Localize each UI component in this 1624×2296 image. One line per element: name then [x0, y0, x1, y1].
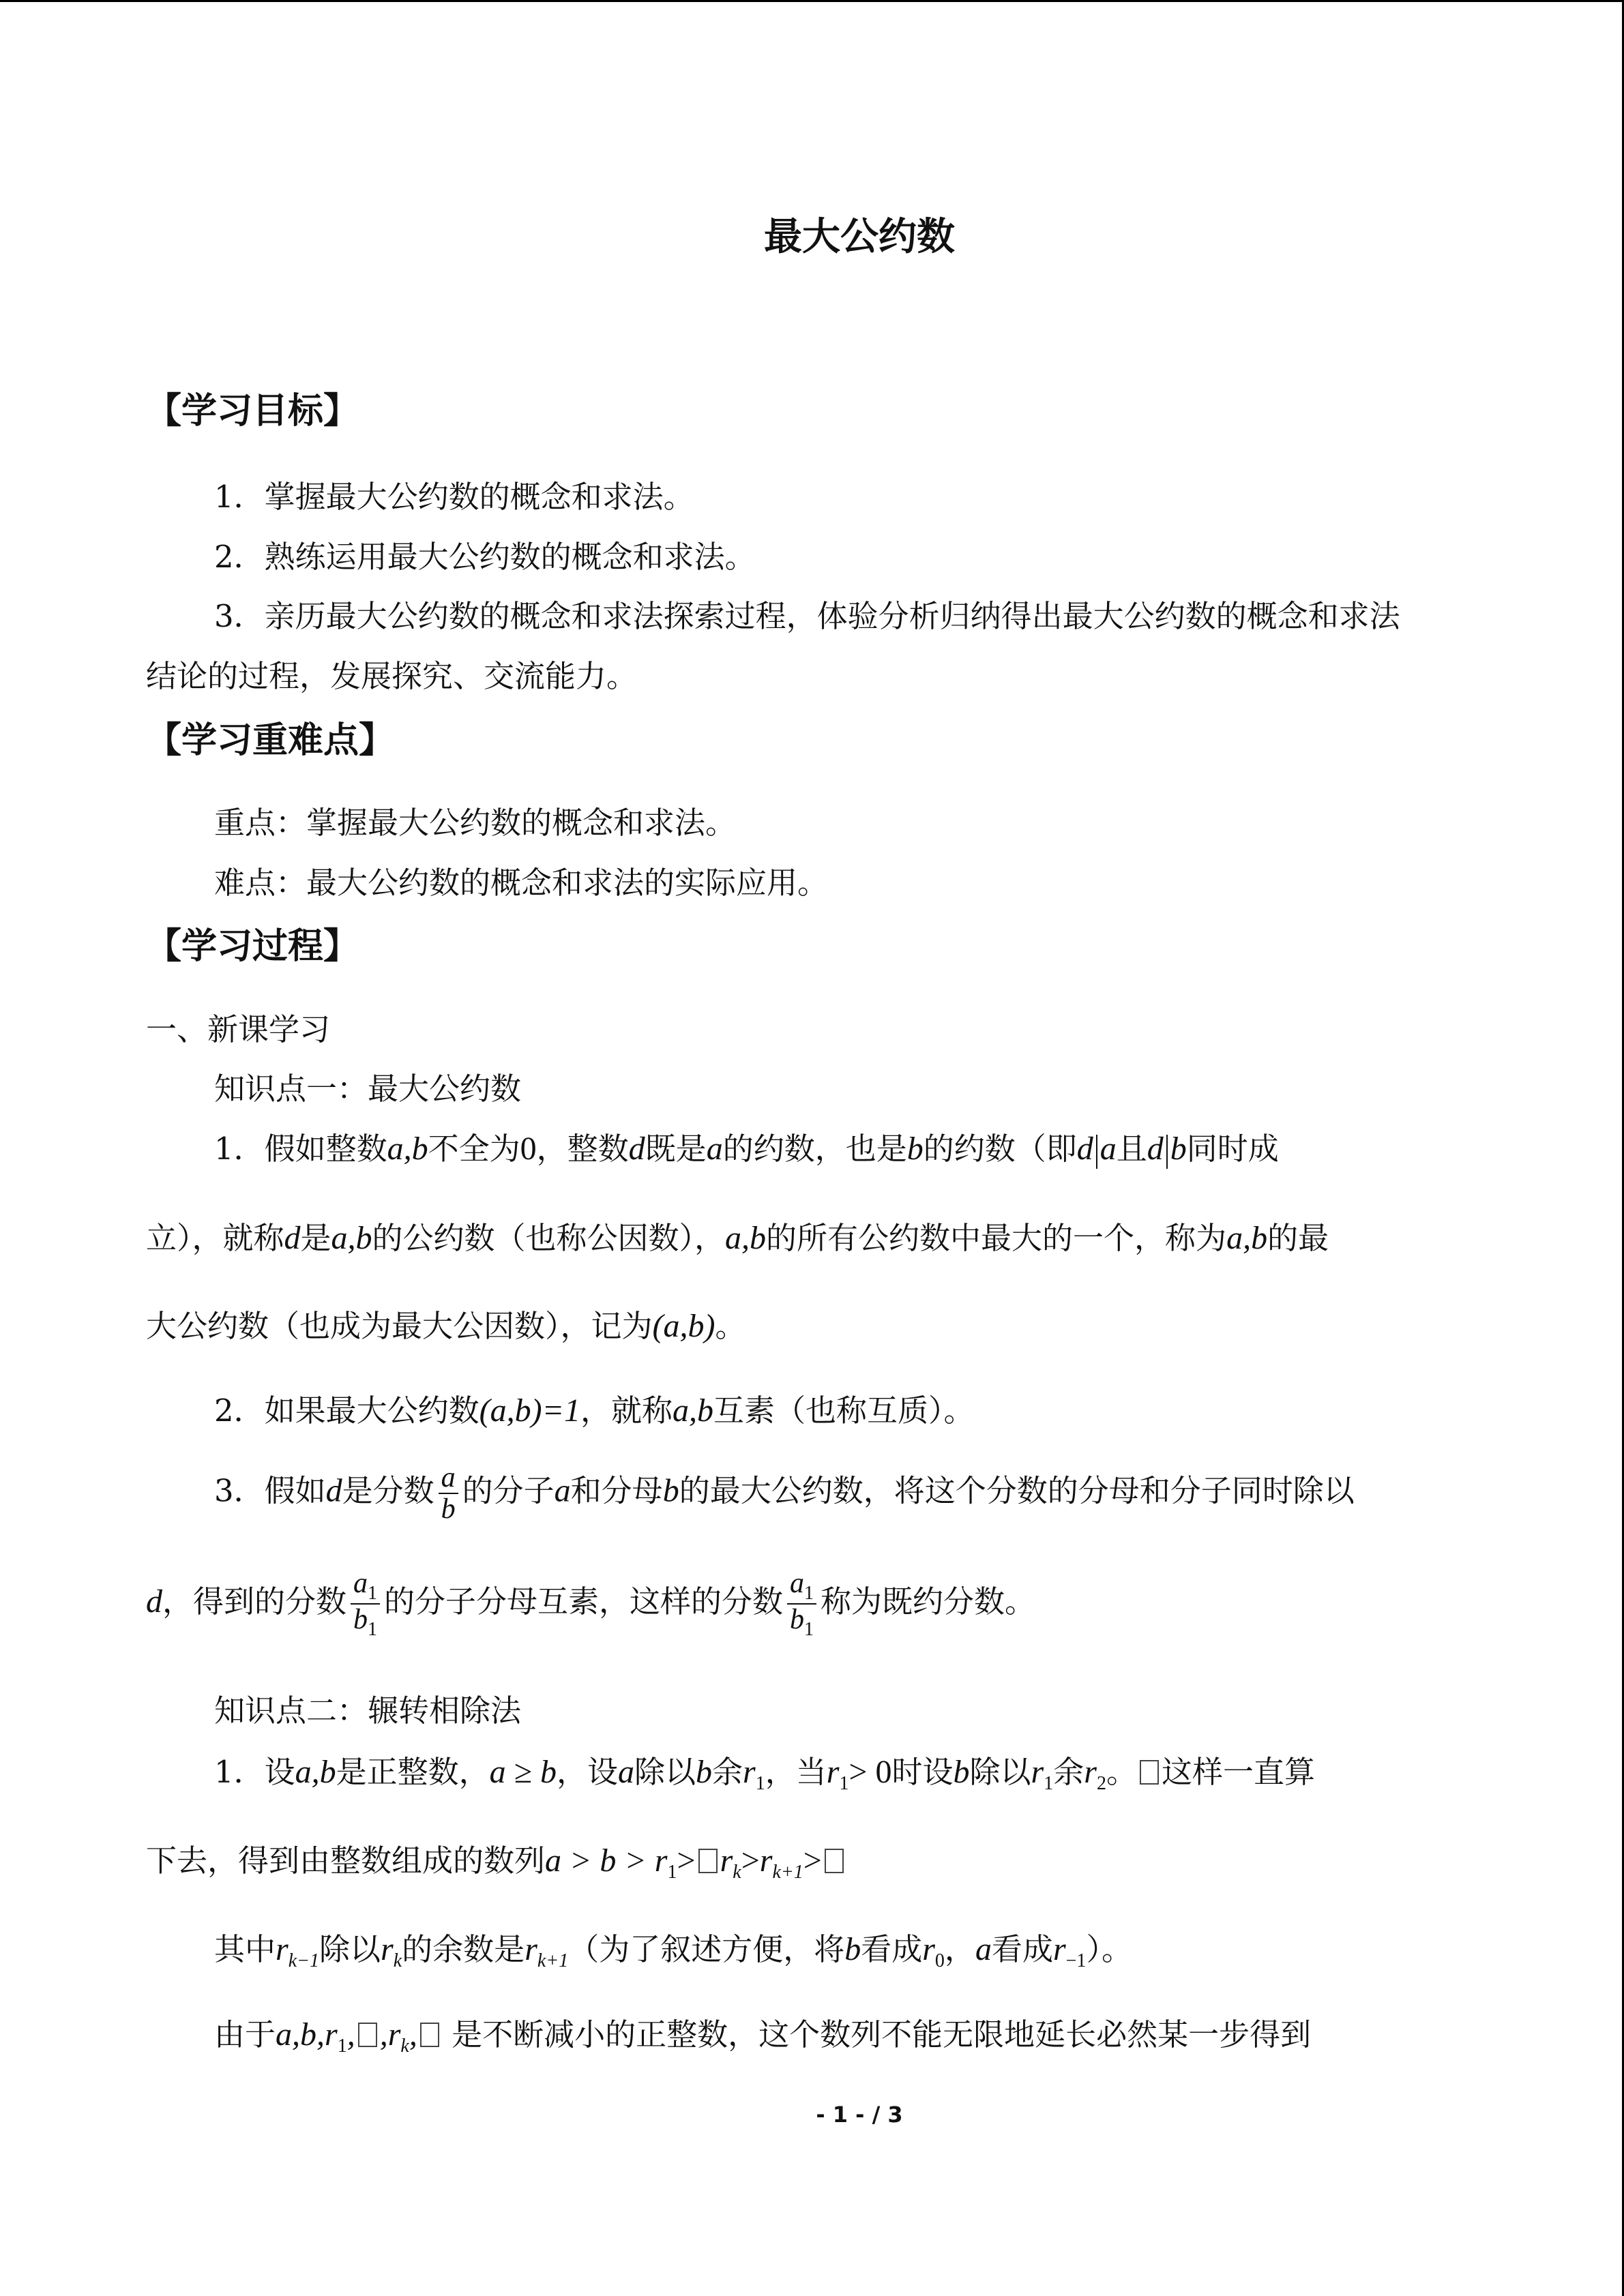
section-heading-key-points: 【学习重难点】: [146, 720, 395, 761]
divides-bar: [1096, 1135, 1097, 1169]
fraction-a1-over-b1: $\frac{a_1}{b_1}$: [351, 1568, 380, 1640]
section-heading-process: 【学习过程】: [146, 926, 359, 967]
kp1-reduced-fraction-line-1: 3．假如d是分数 $\frac{a}{b}$ 的分子a和分母b的最大公约数，将这个分数的分母和分子同时除以: [214, 1462, 1355, 1525]
fraction-a-over-b: $\frac{a}{b}$: [439, 1463, 458, 1524]
page-title: 最大公约数: [764, 215, 955, 259]
kp1-definition-line-3: 大公约数（也成为最大公因数），记为(a,b)。: [146, 1308, 746, 1344]
fraction-a1-over-b1: $\frac{a_1}{b_1}$: [787, 1568, 816, 1640]
goal-item-1: 1．掌握最大公约数的概念和求法。: [214, 479, 694, 515]
section-heading-goals: 【学习目标】: [146, 391, 359, 432]
kp2-euclid-line-4: 由于$a,b,r_1$, $,r_k$, 是不断减小的正整数，这个数列不能无限地延长必然某一步得到: [214, 2016, 1312, 2057]
divides-bar: [1166, 1135, 1168, 1169]
key-point-difficulty: 难点：最大公约数的概念和求法的实际应用。: [214, 865, 829, 901]
knowledge-point-1-title: 知识点一：最大公约数: [214, 1071, 522, 1107]
goal-item-2: 2．熟练运用最大公约数的概念和求法。: [214, 539, 756, 575]
kp2-euclid-line-2: 下去，得到由整数组成的数列$a > b > r_1> r_k>r_{k+1}>$: [146, 1841, 846, 1884]
kp1-reduced-fraction-line-2: d，得到的分数 $\frac{a_1}{b_1}$ 的分子分母互素，这样的分数 $\frac{a_1}{b_1}$ 称为既约分数。: [146, 1568, 1036, 1641]
ellipsis-glyph-box: [698, 1849, 718, 1873]
kp2-euclid-line-1: 1．设a,b是正整数，a ≥ b，设a除以b余$r_1$，当$r_1> 0$时设b除以$r_1$余$r_2$。 这样一直算: [214, 1754, 1315, 1794]
ellipsis-glyph-box: [420, 2023, 439, 2047]
part-1-heading: 一、新课学习: [146, 1011, 331, 1047]
kp1-definition-line-1: 1．假如整数a,b不全为0，整数d既是a的约数，也是b的约数（即d a且d b同时成: [214, 1129, 1279, 1169]
goal-item-3-line-2: 结论的过程，发展探究、交流能力。: [146, 658, 638, 694]
kp1-coprime-definition: 2．如果最大公约数(a,b)=1，就称a,b互素（也称互质）。: [214, 1392, 975, 1429]
page-number-footer: - 1 - / 3: [816, 2102, 903, 2128]
page-border-top: [0, 0, 1624, 2]
missing-glyph-box: [1140, 1760, 1159, 1785]
ellipsis-glyph-box: [825, 1849, 844, 1873]
key-point-focus: 重点：掌握最大公约数的概念和求法。: [214, 805, 737, 841]
knowledge-point-2-title: 知识点二：辗转相除法: [214, 1693, 522, 1729]
kp2-euclid-line-3: 其中$r_{k-1}$除以$r_k$的余数是$r_{k+1}$（为了叙述方便，将b看成$r_0$，a看成$r_{-1}$）。: [214, 1931, 1132, 1971]
ellipsis-glyph-box: [358, 2023, 377, 2047]
kp1-definition-line-2: 立），就称d是a,b的公约数（也称公因数），a,b的所有公约数中最大的一个，称为a,b的最: [146, 1220, 1329, 1256]
goal-item-3-line-1: 3．亲历最大公约数的概念和求法探索过程，体验分析归纳得出最大公约数的概念和求法: [214, 598, 1400, 634]
